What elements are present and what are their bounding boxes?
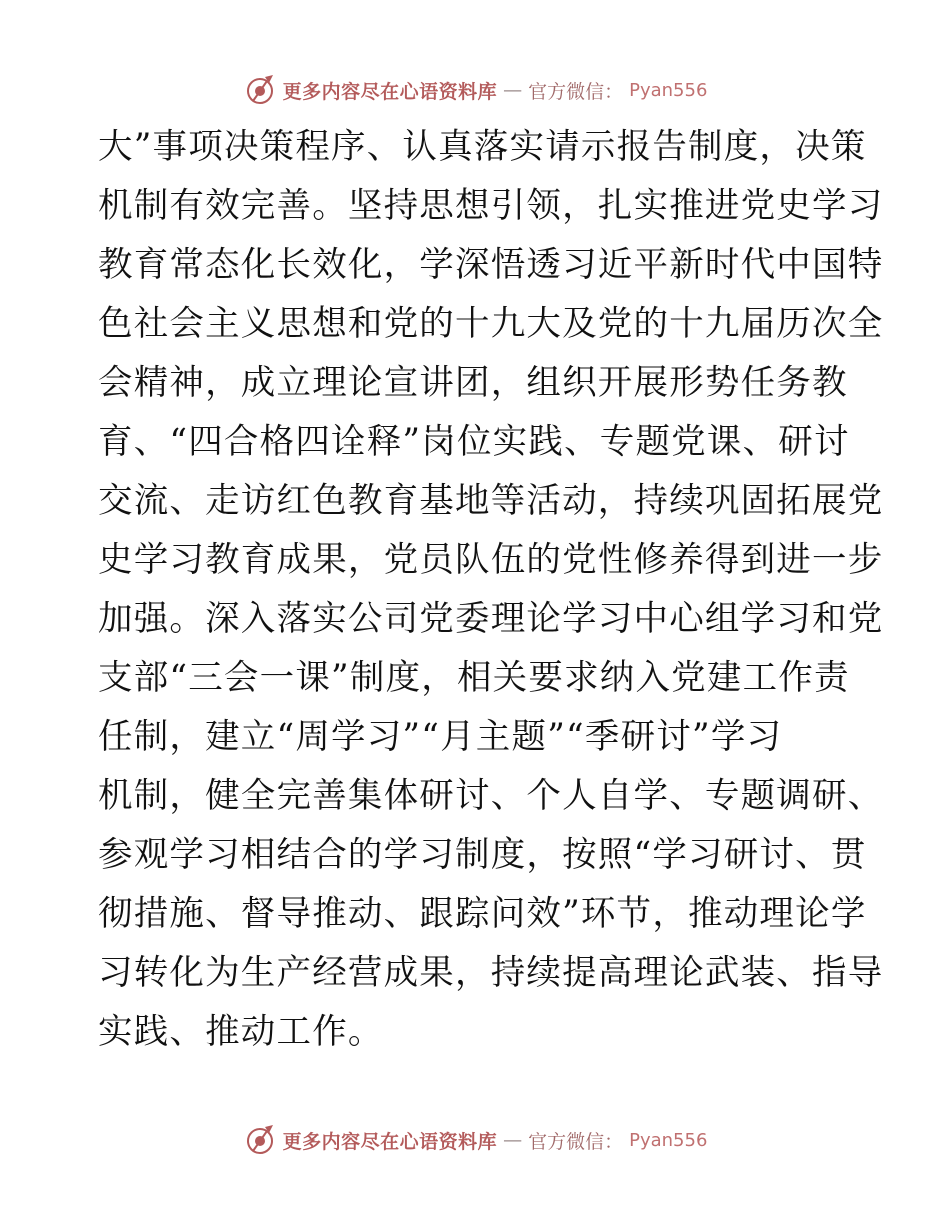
text-line: 任制，建立“周学习”“月主题”“季研讨”学习 bbox=[98, 717, 783, 757]
text-line: 交流、走访红色教育基地等活动，持续巩固拓展党 bbox=[98, 481, 884, 521]
text-line: 机制，健全完善集体研讨、个人自学、专题调研、 bbox=[98, 776, 884, 816]
text-line: 教育常态化长效化，学深悟透习近平新时代中国特 bbox=[98, 245, 884, 285]
text-line: 彻措施、督导推动、跟踪问效”环节，推动理论学 bbox=[98, 894, 867, 934]
header-watermark bbox=[0, 70, 950, 110]
text-line: 会精神，成立理论宣讲团，组织开展形势任务教 bbox=[98, 363, 848, 403]
watermark-dash: — bbox=[503, 1129, 523, 1151]
document-body bbox=[98, 118, 884, 1062]
watermark-title: 更多内容尽在心语资料库 bbox=[282, 1130, 498, 1153]
text-line: 史学习教育成果，党员队伍的党性修养得到进一步 bbox=[98, 540, 884, 580]
quill-seal-icon bbox=[243, 1123, 277, 1157]
text-line: 育、“四合格四诠释”岗位实践、专题党课、研讨 bbox=[98, 422, 850, 462]
text-line: 支部“三会一课”制度，相关要求纳入党建工作责 bbox=[98, 658, 850, 698]
footer-watermark bbox=[0, 1120, 950, 1160]
watermark-dash: — bbox=[503, 79, 523, 101]
text-line: 实践、推动工作。 bbox=[98, 1012, 384, 1052]
watermark-title: 更多内容尽在心语资料库 bbox=[282, 80, 498, 103]
watermark-wechat-id: Pyan556 bbox=[629, 1129, 708, 1151]
watermark-wechat-label: 官方微信： bbox=[528, 80, 624, 103]
text-line: 参观学习相结合的学习制度，按照“学习研讨、贯 bbox=[98, 835, 867, 875]
watermark-wechat-id: Pyan556 bbox=[629, 79, 708, 101]
text-line: 加强。深入落实公司党委理论学习中心组学习和党 bbox=[98, 599, 884, 639]
text-line: 大”事项决策程序、认真落实请示报告制度，决策 bbox=[98, 127, 867, 167]
watermark-wechat-label: 官方微信： bbox=[528, 1130, 624, 1153]
text-line: 习转化为生产经营成果，持续提高理论武装、指导 bbox=[98, 953, 884, 993]
text-line: 机制有效完善。坚持思想引领，扎实推进党史学习 bbox=[98, 186, 884, 226]
quill-seal-icon bbox=[243, 73, 277, 107]
text-line: 色社会主义思想和党的十九大及党的十九届历次全 bbox=[98, 304, 884, 344]
